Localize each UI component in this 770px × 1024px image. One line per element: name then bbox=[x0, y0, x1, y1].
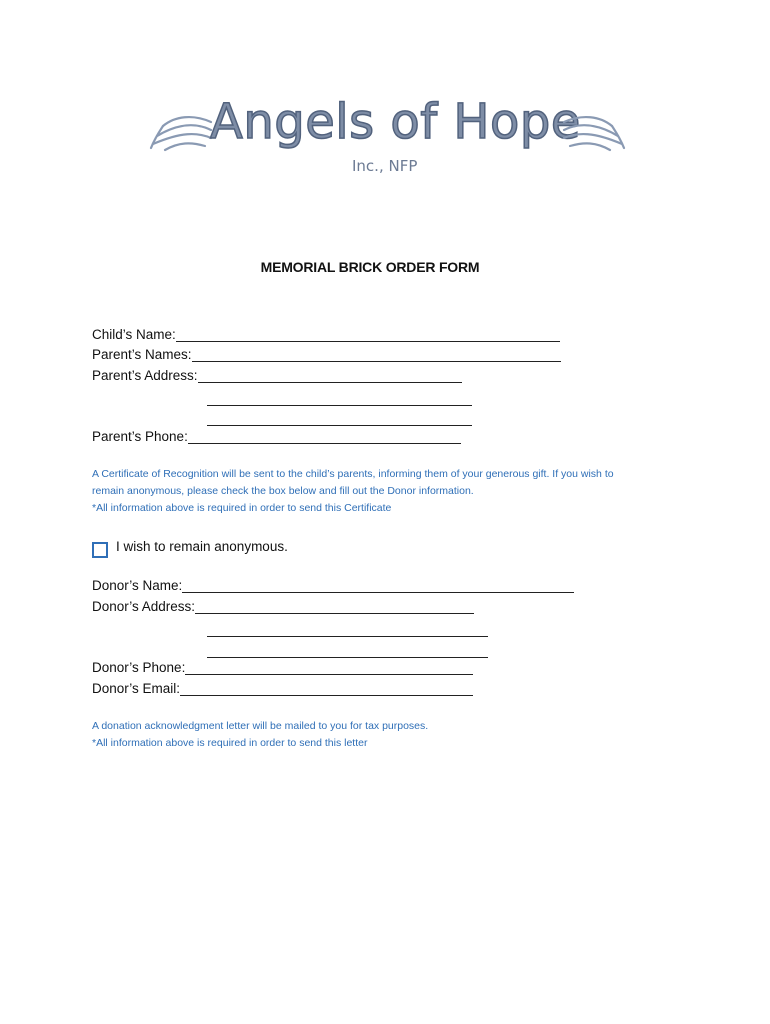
donation-note-line-1: A donation acknowledgment letter will be mailed to you for tax purposes. bbox=[92, 720, 429, 732]
donor-address-line-3[interactable] bbox=[207, 657, 488, 658]
parent-phone-input-line[interactable] bbox=[188, 429, 461, 444]
child-name-input-line[interactable] bbox=[176, 327, 560, 342]
anonymous-label: I wish to remain anonymous. bbox=[116, 539, 288, 554]
donor-email-input-line[interactable] bbox=[180, 681, 473, 696]
donor-phone-label: Donor’s Phone: bbox=[92, 660, 186, 675]
parent-address-label: Parent’s Address: bbox=[92, 368, 198, 383]
donation-note-line-2: *All information above is required in order to send this letter bbox=[92, 737, 368, 749]
donor-address-input-line[interactable] bbox=[195, 599, 474, 614]
donor-name-label: Donor’s Name: bbox=[92, 578, 183, 593]
parent-address-line-2[interactable] bbox=[207, 405, 472, 406]
donor-phone-input-line[interactable] bbox=[185, 660, 473, 675]
parent-address-input-line[interactable] bbox=[198, 368, 462, 383]
certificate-note-line-1: A Certificate of Recognition will be sent to the child’s parents, informing them of your generous gift. If you wish to bbox=[92, 468, 614, 480]
parent-phone-label: Parent’s Phone: bbox=[92, 429, 188, 444]
donor-email-label: Donor’s Email: bbox=[92, 681, 181, 696]
donor-email-field[interactable] bbox=[92, 681, 473, 701]
parent-address-line-3[interactable] bbox=[207, 425, 472, 426]
child-name-label: Child’s Name: bbox=[92, 327, 176, 342]
logo-subtitle: Inc., NFP bbox=[352, 157, 418, 175]
certificate-note-line-2: remain anonymous, please check the box below and fill out the Donor information. bbox=[92, 485, 474, 497]
child-name-field[interactable] bbox=[92, 327, 560, 347]
donor-address-label: Donor’s Address: bbox=[92, 599, 196, 614]
certificate-note-line-3: *All information above is required in order to send this Certificate bbox=[92, 502, 392, 514]
donor-address-line-2[interactable] bbox=[207, 636, 488, 637]
left-wing-icon bbox=[145, 110, 215, 154]
donor-address-field[interactable] bbox=[92, 599, 474, 619]
logo-title: Angels of Hope bbox=[210, 94, 581, 150]
anonymous-checkbox[interactable] bbox=[92, 542, 108, 558]
donation-note bbox=[92, 718, 428, 752]
donor-phone-field[interactable] bbox=[92, 660, 473, 680]
parent-phone-field[interactable] bbox=[92, 429, 461, 449]
parent-names-label: Parent’s Names: bbox=[92, 347, 192, 362]
parent-names-input-line[interactable] bbox=[192, 347, 561, 362]
parent-address-field[interactable] bbox=[92, 368, 462, 388]
certificate-note bbox=[92, 466, 614, 517]
donor-name-field[interactable] bbox=[92, 578, 574, 598]
parent-names-field[interactable] bbox=[92, 347, 561, 367]
angels-of-hope-logo bbox=[140, 92, 640, 192]
donor-name-input-line[interactable] bbox=[182, 578, 574, 593]
form-title: MEMORIAL BRICK ORDER FORM bbox=[260, 259, 480, 275]
right-wing-icon bbox=[560, 110, 630, 154]
